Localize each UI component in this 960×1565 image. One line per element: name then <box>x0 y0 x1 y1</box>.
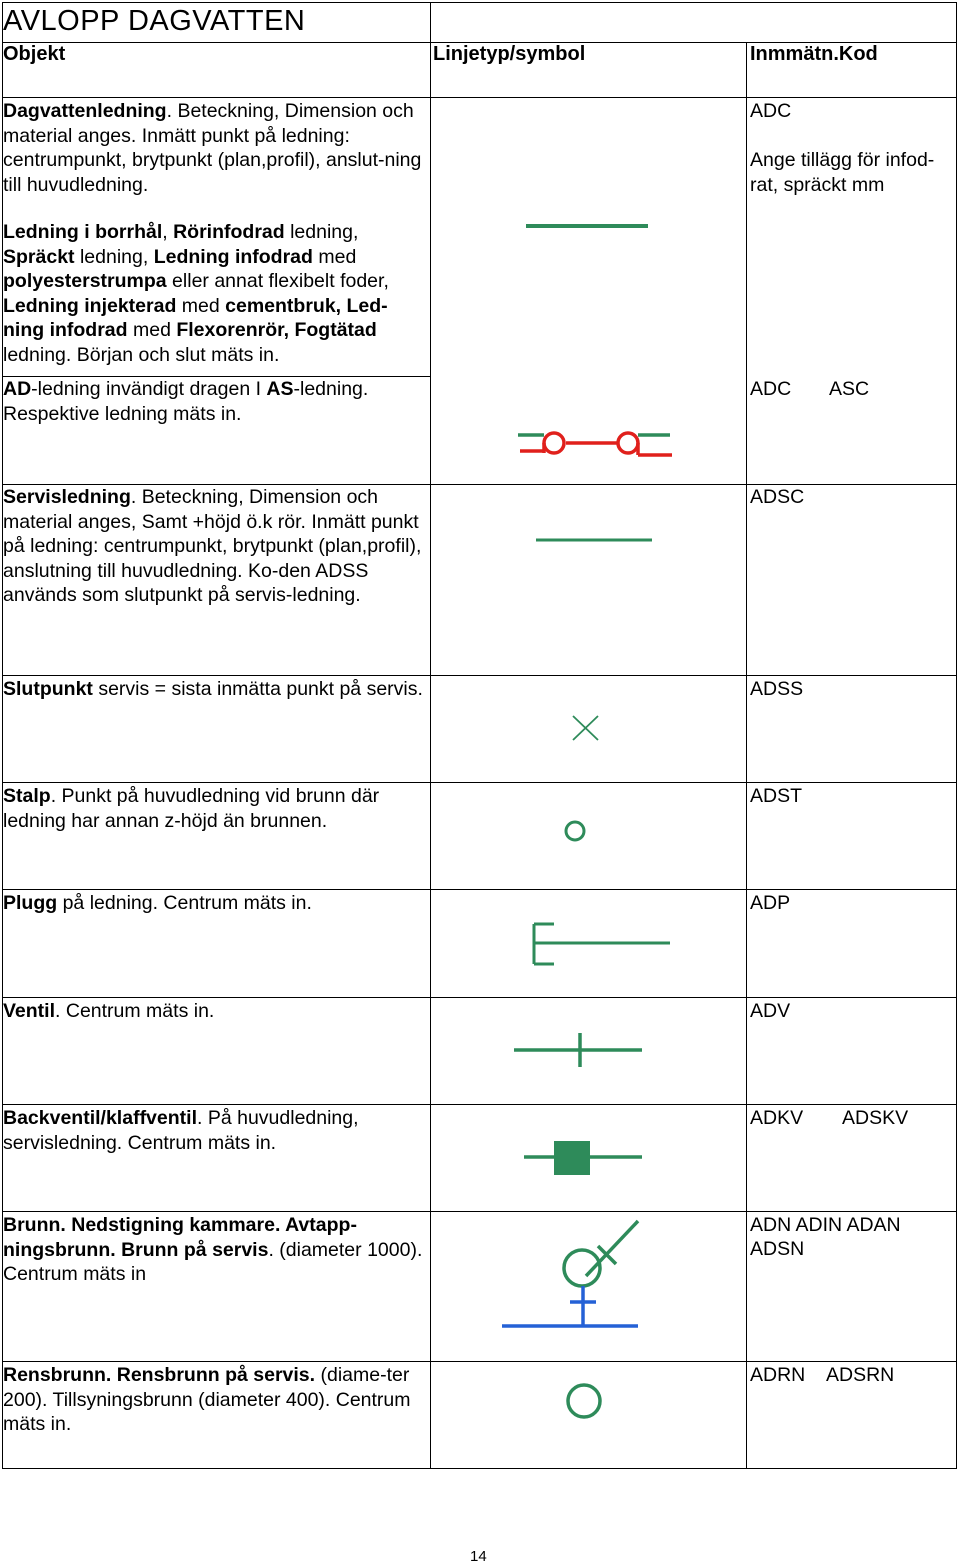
desc-dagvattenledning: . Beteckning, Dimension och material anges. Inmätt punkt på ledning: centrumpunkt, brytpunkt (plan,profil), anslut-ning till huvudledning. <box>3 100 422 196</box>
desc-stalp: . Punkt på huvudledning vid brunn där ledning har annan z-höjd än brunnen. <box>3 785 380 832</box>
code-adst: ADST <box>750 785 803 807</box>
term: polyesterstrumpa <box>3 270 167 292</box>
code-adsc: ADSC <box>750 486 805 508</box>
rensbrunn-circle-symbol <box>562 1380 606 1422</box>
desc-plugg: på ledning. Centrum mäts in. <box>57 892 312 914</box>
desc-rensbrunn: (diame-ter 200). Tillsyningsbrunn (diameter 400). Centrum mäts in. <box>3 1364 411 1435</box>
code-adrn: ADRN <box>750 1364 806 1386</box>
row-divider <box>2 1211 957 1212</box>
text-fragment: eller annat flexibelt foder, <box>166 270 389 292</box>
code-adc: ADC <box>750 378 792 400</box>
term-rensbrunn: Rensbrunn. Rensbrunn på servis. <box>3 1364 316 1386</box>
term-as: AS <box>266 378 294 400</box>
term-brunn: Brunn. Nedstigning kammare. Avtapp-ningsbrunn. Brunn på servis <box>3 1214 357 1261</box>
row-divider <box>2 1361 957 1362</box>
header-object: Objekt <box>3 43 66 65</box>
row-ventil-text <box>3 999 423 1024</box>
col-divider-1 <box>430 2 431 1469</box>
border-bottom <box>2 1468 957 1469</box>
col-divider-2 <box>746 42 747 1469</box>
row-stalp-text <box>3 784 423 833</box>
code-adc: ADC <box>750 100 792 122</box>
text-fragment: ledning, <box>74 245 154 268</box>
term-backventil: Backventil/klaffventil <box>3 1107 197 1129</box>
term: Spräckt <box>3 245 75 268</box>
row-brunn-text <box>3 1213 423 1287</box>
row-divider <box>2 997 957 998</box>
term-dagvattenledning: Dagvattenledning <box>3 100 167 122</box>
term: Flexorenrör, Fogtätad <box>176 319 377 341</box>
row-dagvatten-text <box>3 99 423 197</box>
row-divider <box>2 1104 957 1105</box>
plugg-symbol <box>528 920 678 968</box>
term: Rörinfodrad <box>173 221 285 243</box>
ventil-symbol <box>510 1030 650 1070</box>
text-fragment: ledning. Början och slut mäts in. <box>3 343 280 366</box>
code-adkv: ADKV <box>750 1107 804 1129</box>
border-top <box>2 2 957 3</box>
header-code: Inmmätn.Kod <box>750 43 878 65</box>
desc-backventil: . På huvudledning, servisledning. Centrum mäts in. <box>3 1107 359 1154</box>
code-adss: ADSS <box>750 678 804 700</box>
border-right <box>956 2 957 1469</box>
text-fragment: med <box>176 294 226 317</box>
desc-brunn: . (diameter 1000). Centrum mäts in <box>3 1238 423 1285</box>
row-backventil-text <box>3 1106 423 1155</box>
text-fragment: , <box>162 221 174 243</box>
desc-servisledning: . Beteckning, Dimension och material anges, Samt +höjd ö.k rör. Inmätt punkt på ledning: centrumpunkt, brytpunkt (plan,profil), anslutning till huvudledning. Ko-den ADSS används som slutpunkt på servis-ledning. <box>3 486 422 606</box>
code-adn-adin-adan: ADN ADIN ADAN <box>750 1214 901 1236</box>
term-ad: AD <box>3 378 32 400</box>
row-servis-text <box>3 485 423 608</box>
row-plugg-text <box>3 891 423 916</box>
term-servisledning: Servisledning <box>3 486 131 508</box>
term: Ledning i borrhål <box>3 221 163 243</box>
dagvattenledning-line-symbol <box>520 218 660 234</box>
code-note-infodrat: Ange tillägg för infod-rat, spräckt mm <box>750 149 935 196</box>
slutpunkt-cross-symbol <box>570 713 602 743</box>
term: cementbruk, Led-ning infodrad <box>3 294 388 341</box>
text-fragment: ledning, <box>284 221 359 243</box>
desc-slutpunkt: servis = sista inmätta punkt på servis. <box>92 678 423 700</box>
desc-ventil: . Centrum mäts in. <box>55 1000 215 1022</box>
code-asc: ASC <box>829 378 870 400</box>
text-fragment: med <box>127 319 177 341</box>
row-divider <box>2 782 957 783</box>
row-ad-in-as-text <box>3 377 423 426</box>
row-divider <box>2 675 957 676</box>
code-adsn: ADSN <box>750 1238 805 1260</box>
code-adp: ADP <box>750 892 791 914</box>
term: Ledning injekterad <box>3 294 177 317</box>
text-fragment: -ledning invändigt dragen I <box>31 378 267 400</box>
text-fragment: med <box>312 245 357 268</box>
ad-in-as-symbol <box>510 425 680 465</box>
term-ventil: Ventil <box>3 1000 56 1022</box>
term: Ledning infodrad <box>153 245 313 268</box>
row-divider <box>2 889 957 890</box>
term-slutpunkt: Slutpunkt <box>3 678 93 700</box>
row-divider <box>2 97 957 98</box>
code-adv: ADV <box>750 1000 791 1022</box>
text-fragment: -ledning. Respektive ledning mäts in. <box>3 378 369 425</box>
stalp-circle-symbol <box>562 818 588 844</box>
header-linetype: Linjetyp/symbol <box>433 43 586 65</box>
page-title: AVLOPP DAGVATTEN <box>3 5 306 37</box>
servisledning-line-symbol <box>530 533 660 547</box>
row-ledning-variants-text <box>3 220 423 367</box>
code-adskv: ADSKV <box>842 1107 909 1129</box>
brunn-symbol <box>498 1218 648 1330</box>
term-stalp: Stalp <box>3 785 51 807</box>
term-plugg: Plugg <box>3 892 58 914</box>
row-slutpunkt-text <box>3 677 423 702</box>
row-rensbrunn-text <box>3 1363 423 1437</box>
code-adsrn: ADSRN <box>826 1364 895 1386</box>
page-number: 14 <box>470 1548 487 1565</box>
backventil-symbol <box>520 1138 650 1178</box>
